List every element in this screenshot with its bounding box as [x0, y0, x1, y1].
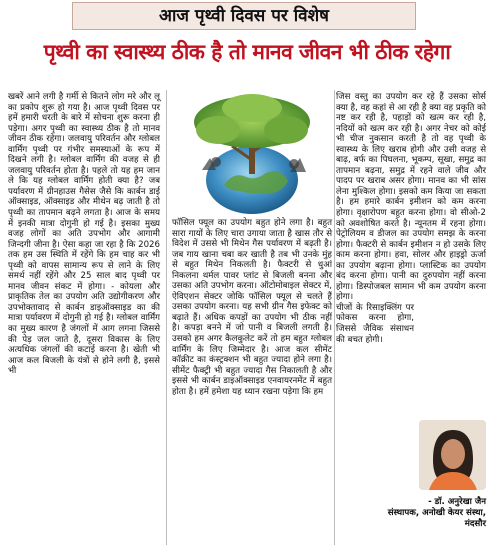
column-divider: [334, 90, 335, 545]
headline: पृथ्वी का स्वास्थ्य ठीक है तो मानव जीवन भी ठीक रहेगा: [43, 40, 451, 64]
author-city: मंदसौर: [464, 519, 486, 529]
article-column-2: [172, 218, 332, 550]
author-designation: संस्थापक, अनोखी केयर संस्था,: [387, 508, 486, 518]
byline: [336, 497, 486, 530]
article-column-1: [8, 92, 160, 548]
author-name: - डॉ. अनुरेखा जैन: [428, 497, 486, 507]
author-photo: [419, 420, 486, 490]
column-3-text: जिस वस्तु का उपयोग कर रहे हैं उसका सोर्स क्या है, वह कहां से आ रही है क्या वह प्रकृति को नष्ट कर रही है, पहाड़ों को खत्म कर रही है, नदियों को खत्म कर रही है। अगर नेचर को कोई भी चीज नुकसान करती है तो वह पृथ्वी के स्वास्थ्य के लिए खराब होगी और उसी वजह से बाढ़, बर्फ का पिघलना, भूकम्प, सूखा, समुद्र का तापमान बढ़ना, समुद्र में रहने वाले जीव और पादप पर खराब असर होगा। मानव का भी सांस लेना मुश्किल होगा। इसको कम किया जा सकता है। हम हमारे कार्बन इमीशन को कम करना होगा। वृक्षारोपण बहुत करना होगा। वो सीओ-2 को अवशोषित करते है। न्यूनतम में रहना होगा। पेट्रोलियम व डीजल का उपयोग समझ के करना होगा। फैक्टरी से कार्बन इमीशन न हो उसके लिए काम करना होगा। हवा, सोलर और हाइड्रो ऊर्जा का उपयोग बढ़ाना होगा। प्लास्टिक का उपयोग बंद करना होगा। पानी का दुरुपयोग नहीं करना होगा। डिस्पोजबल सामान भी कम उपयोग करना होगा।: [336, 92, 486, 303]
column-1-text: खबरें आने लगी है गर्मी से कितने लोग मरे और लू का प्रकोप शुरू हो गया है। आज पृथ्वी दिवस पर हमें हमारी धरती के बारे में सोचना शुरू करना ही पड़ेगा। अगर पृथ्वी का स्वास्थ्य ठीक है तो मानव जीवन ठीक रहेगा। जलवायु परिवर्तन और ग्लोबल वार्मिंग पृथ्वी पर गंभीर समस्याओं के रूप में दिखने लगी है। ग्लोबल वार्मिंग की वजह से ही जलवायु परिवर्तन होता है। पहले तो यह हम जान ले कि यह ग्लोबल वार्मिंग होती क्या है? जब पर्यावरण में ग्रीनहाउस गैसेस जैसे कि कार्बन डाई ऑक्साइड, ऑक्साइड और मीथेन बढ़ जाती है तो पृथ्वी का तापमान बढ़ने लगता है। आज के समय में इनकी मात्रा दोगुनी हो गई है। इसका मुख्य वजह लोगों का अति उपभोग और आगामी जिन्दगी जीना है। ऐसा कहा जा रहा है कि 2026 तक हम उस स्थिति में रहेंगे कि हम चाह कर भी पृथ्वी को वापस सामान्य रूप से लाने के लिए समर्थ नहीं रहेंगे और 25 साल बाद पृथ्वी पर मानव जीवन संकट में होगा। - कोयला और प्राकृतिक तेल का उपयोग अति उद्योगीकरण और उपभोक्तावाद से कार्बन डाइऑक्साइड का की मात्रा पर्यावरण में दोगुनी हो गई है। ग्लोबल वार्मिंग का मुख्य कारण है जंगलों में आग लगना जिससे की पेड़ जल जाते है, दूसरा विकास के लिए अत्यधिक जंगलों की कटाई करना है। खेती भी आज कल बिजली के यंत्रों से होने लगी है, इससे भी: [8, 92, 160, 377]
section-banner: आज पृथ्वी दिवस पर विशेष: [72, 2, 416, 30]
column-divider: [166, 90, 167, 545]
earth-day-illustration: [172, 90, 333, 215]
column-2-text: फॉसिल फ्यूल का उपयोग बहुत होने लगा है। बहुत सारा गायों के लिए चारा उगाया जाता है खास तौर से विदेश में उससे भी मिथेन गैस पर्यावरण में बढ़ती है। जब गाय खाना चबा कर खाती है तब भी उनके मुंह से बहुत मिथेन निकलती है। फैक्टरी से धुआं निकलना थर्मल पावर प्लांट से बिजली बनना और उसका अति उपभोग करना। ऑटोमोबाइल सेक्टर में, ऐविएशन सेक्टर जोकि फॉसिल फ्यूल से चलते हैं उसका उपयोग करना। यह सभी ग्रीन गैस इफेक्ट को बढ़ाते हैं। अधिक कपड़ों का उपयोग भी ठीक नहीं है। कपड़ा बनने में जो पानी व बिजली लगती है। उसको हम अगर कैलकुलेट करें तो हम बहुत ग्लोबल वार्मिंग के लिए जिम्मेदार है। आज कल सीमेंट कॉक्रीट का कंस्ट्रक्शन भी बहुत ज्यादा होने लगा है। सीमेंट फैक्ट्री भी बहुत ज्यादा गैस निकालती है और इससे भी कार्बन डाइऑक्साइड एनवायरनमेंट में बहुत होता है। हमें हमेशा यह ध्यान रखना पड़ेगा कि हम: [172, 218, 332, 397]
column-3-closing-text: चीजों के रिसाइक्लिंग पर फोकस करना होगा, जिससे जैविक संसाधन की बचत होगी।: [336, 302, 414, 345]
